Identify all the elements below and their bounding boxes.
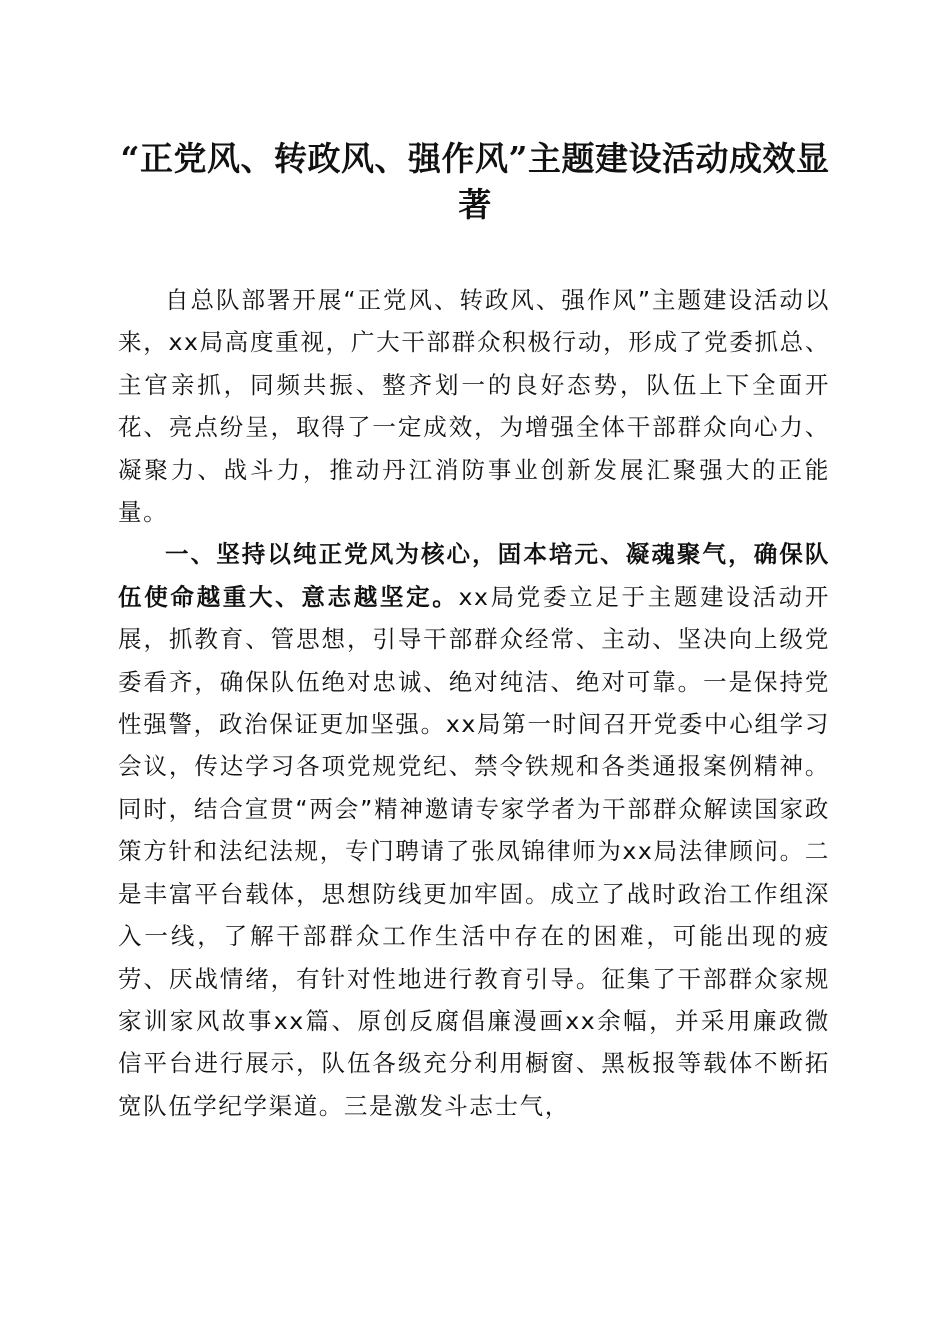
document-title: “正党风、转政风、强作风”主题建设活动成效显著 bbox=[120, 139, 830, 224]
section-one-text: xx局党委立足于主题建设活动开展，抓教育、管思想，引导干部群众经常、主动、坚决向上级党委看齐，确保队伍绝对忠诚、绝对纯洁、绝对可靠。一是保持党性强警，政治保证更加坚强。xx局第一时间召开党委中心组学习会议，传达学习各项党规党纪、禁令铁规和各类通报案例精神。同时，结合宣贯“两会”精神邀请专家学者为干部群众解读国家政策方针和法纪法规，专门聘请了张凤锦律师为xx局法律顾问。二是丰富平台载体，思想防线更加牢固。成立了战时政治工作组深入一线，了解干部群众工作生活中存在的困难，可能出现的疲劳、厌战情绪，有针对性地进行教育引导。征集了干部群众家规家训家风故事xx篇、原创反腐倡廉漫画xx余幅，并采用廉政微信平台进行展示，队伍各级充分利用橱窗、黑板报等载体不断拓宽队伍学纪学渠道。三是激发斗志士气， bbox=[118, 582, 830, 1120]
intro-paragraph-text: 自总队部署开展“正党风、转政风、强作风”主题建设活动以来，xx局高度重视，广大干部群众积极行动，形成了党委抓总、主官亲抓，同频共振、整齐划一的良好态势，队伍上下全面开花、亮点纷呈，取得了一定成效，为增强全体干部群众向心力、凝聚力、战斗力，推动丹江消防事业创新发展汇聚强大的正能量。 bbox=[118, 286, 830, 527]
section-one-heading: 一、坚持以纯正党风为核心，固本培元、凝魂聚气，确保队伍使命越重大、意志越坚定。 bbox=[118, 540, 830, 611]
section-one-paragraph bbox=[118, 533, 830, 1127]
intro-paragraph bbox=[118, 279, 830, 533]
document-body bbox=[118, 279, 830, 1127]
